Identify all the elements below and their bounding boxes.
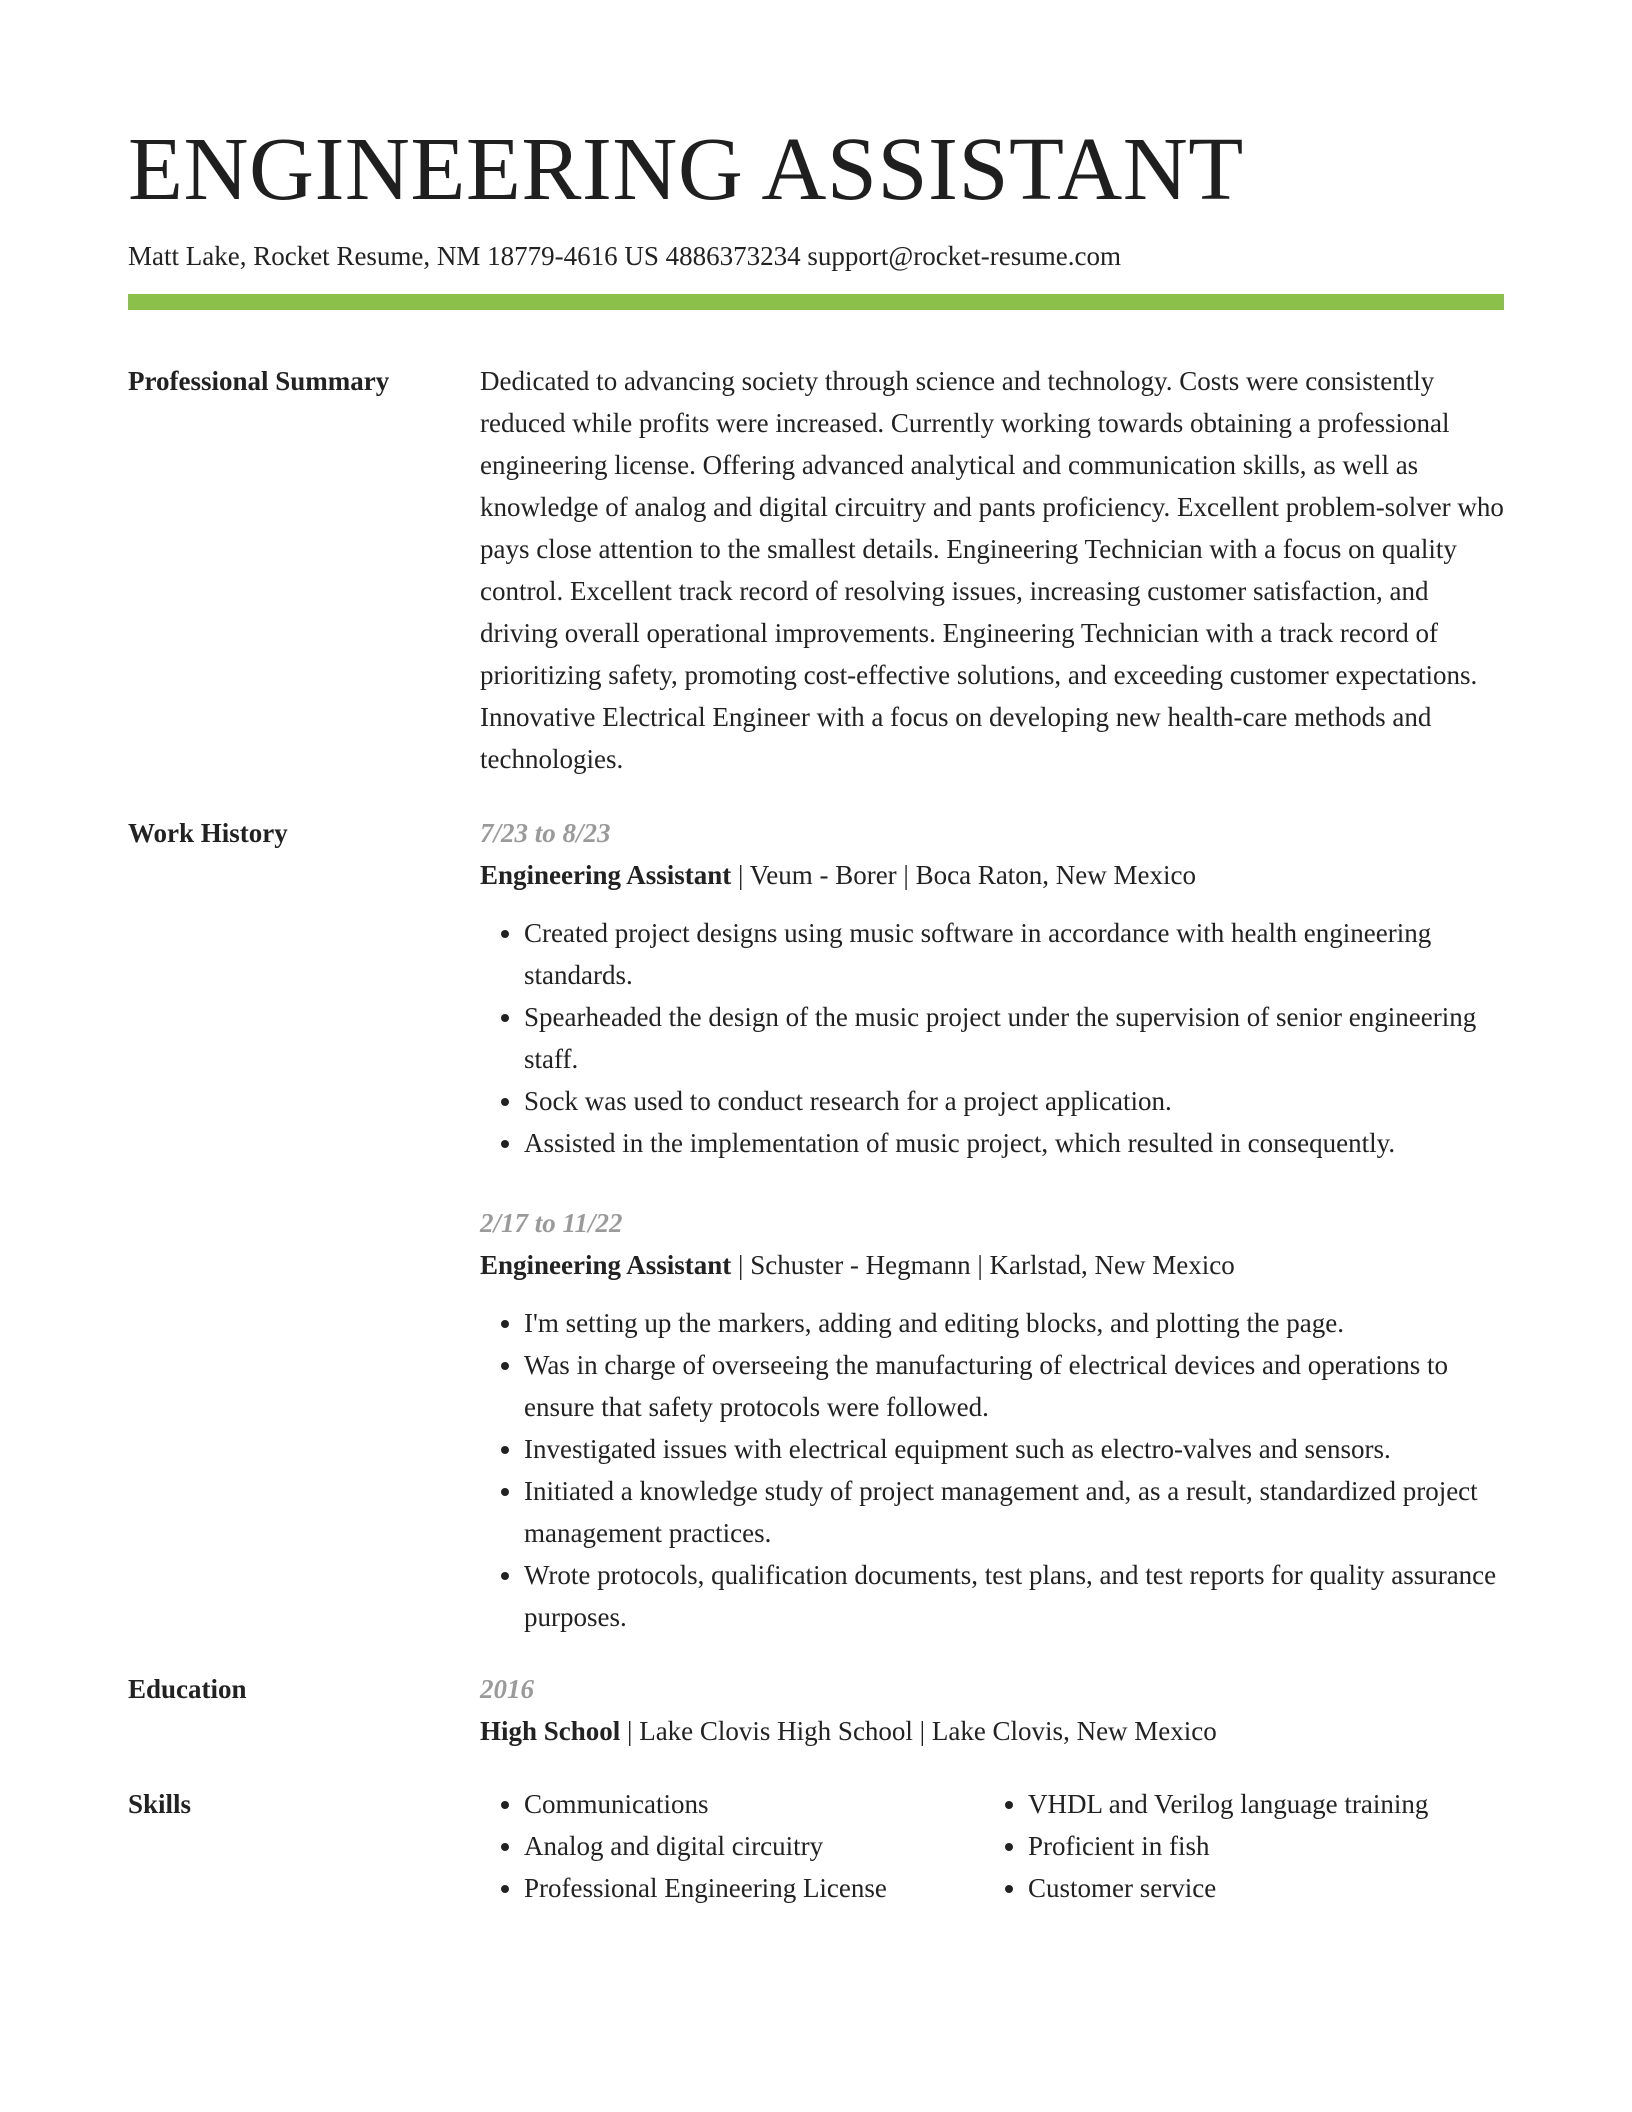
skill-item: • Communications: [524, 1783, 984, 1825]
summary-body: [480, 360, 1504, 780]
list-item: • Wrote protocols, qualification documents, test plans, and test reports for quality assurance purposes.: [524, 1554, 1504, 1638]
education-body: [480, 1668, 1504, 1752]
job-employer-location: | Veum - Borer | Boca Raton, New Mexico: [731, 860, 1197, 890]
education-year: 2016: [480, 1674, 534, 1704]
job-dates: 2/17 to 11/22: [480, 1208, 623, 1238]
skills-body: [480, 1783, 1504, 1909]
list-item: • Was in charge of overseeing the manufacturing of electrical devices and operations to ensure that safety protocols were followed.: [524, 1344, 1504, 1428]
skills-list-left: [480, 1783, 984, 1909]
skills-label: Skills: [128, 1789, 192, 1819]
education-section: [128, 1668, 1504, 1752]
work-history-label: Work History: [128, 818, 288, 848]
job-employer-location: | Schuster - Hegmann | Karlstad, New Mexico: [731, 1250, 1235, 1280]
skill-item: • VHDL and Verilog language training: [1028, 1783, 1488, 1825]
summary-text: Dedicated to advancing society through science and technology. Costs were consistently reduced while profits were increased. Currently working towards obtaining a professional engineering license. Offering advanced analytical and communication skills, as well as knowledge of analog and digital circuitry and pants proficiency. Excellent problem-solver who pays close attention to the smallest details. Engineering Technician with a focus on quality control. Excellent track record of resolving issues, increasing customer satisfaction, and driving overall operational improvements. Engineering Technician with a track record of prioritizing safety, promoting cost-effective solutions, and exceeding customer expectations. Innovative Electrical Engineer with a focus on developing new health-care methods and technologies.: [480, 366, 1504, 774]
skills-section: [128, 1783, 1504, 1909]
skill-item: • Proficient in fish: [1028, 1825, 1488, 1867]
skill-item: • Professional Engineering License: [524, 1867, 984, 1909]
skill-item: • Analog and digital circuitry: [524, 1825, 984, 1867]
list-item: • Spearheaded the design of the music project under the supervision of senior engineering staff.: [524, 996, 1504, 1080]
work-history-body: [480, 812, 1504, 1638]
resume-header: [128, 112, 1504, 310]
job-bullets: [480, 1302, 1504, 1638]
list-item: • Created project designs using music software in accordance with health engineering standards.: [524, 912, 1504, 996]
job-title-line: [480, 1244, 1504, 1286]
job-role: Engineering Assistant: [480, 1250, 732, 1280]
list-item: • Initiated a knowledge study of project management and, as a result, standardized project management practices.: [524, 1470, 1504, 1554]
job-dates: 7/23 to 8/23: [480, 818, 611, 848]
education-degree: High School: [480, 1716, 621, 1746]
resume-title: ENGINEERING ASSISTANT: [128, 120, 1244, 219]
skills-list-right: [984, 1783, 1488, 1909]
list-item: • Assisted in the implementation of music project, which resulted in consequently.: [524, 1122, 1504, 1164]
list-item: • Sock was used to conduct research for a project application.: [524, 1080, 1504, 1122]
contact-line: Matt Lake, Rocket Resume, NM 18779-4616 US 4886373234 support@rocket-resume.com: [128, 241, 1121, 271]
skill-item: • Customer service: [1028, 1867, 1488, 1909]
education-label: Education: [128, 1674, 247, 1704]
job-role: Engineering Assistant: [480, 860, 732, 890]
summary-label: Professional Summary: [128, 366, 390, 396]
list-item: • I'm setting up the markers, adding and editing blocks, and plotting the page.: [524, 1302, 1504, 1344]
job-bullets: [480, 912, 1504, 1164]
job-entry: [480, 812, 1504, 1164]
accent-divider: [128, 294, 1504, 310]
work-history-section: [128, 812, 1504, 1638]
education-school-location: | Lake Clovis High School | Lake Clovis, New Mexico: [620, 1716, 1217, 1746]
summary-section: [128, 360, 1504, 780]
education-line: [480, 1710, 1504, 1752]
job-title-line: [480, 854, 1504, 896]
job-entry: [480, 1202, 1504, 1638]
list-item: • Investigated issues with electrical equipment such as electro-valves and sensors.: [524, 1428, 1504, 1470]
